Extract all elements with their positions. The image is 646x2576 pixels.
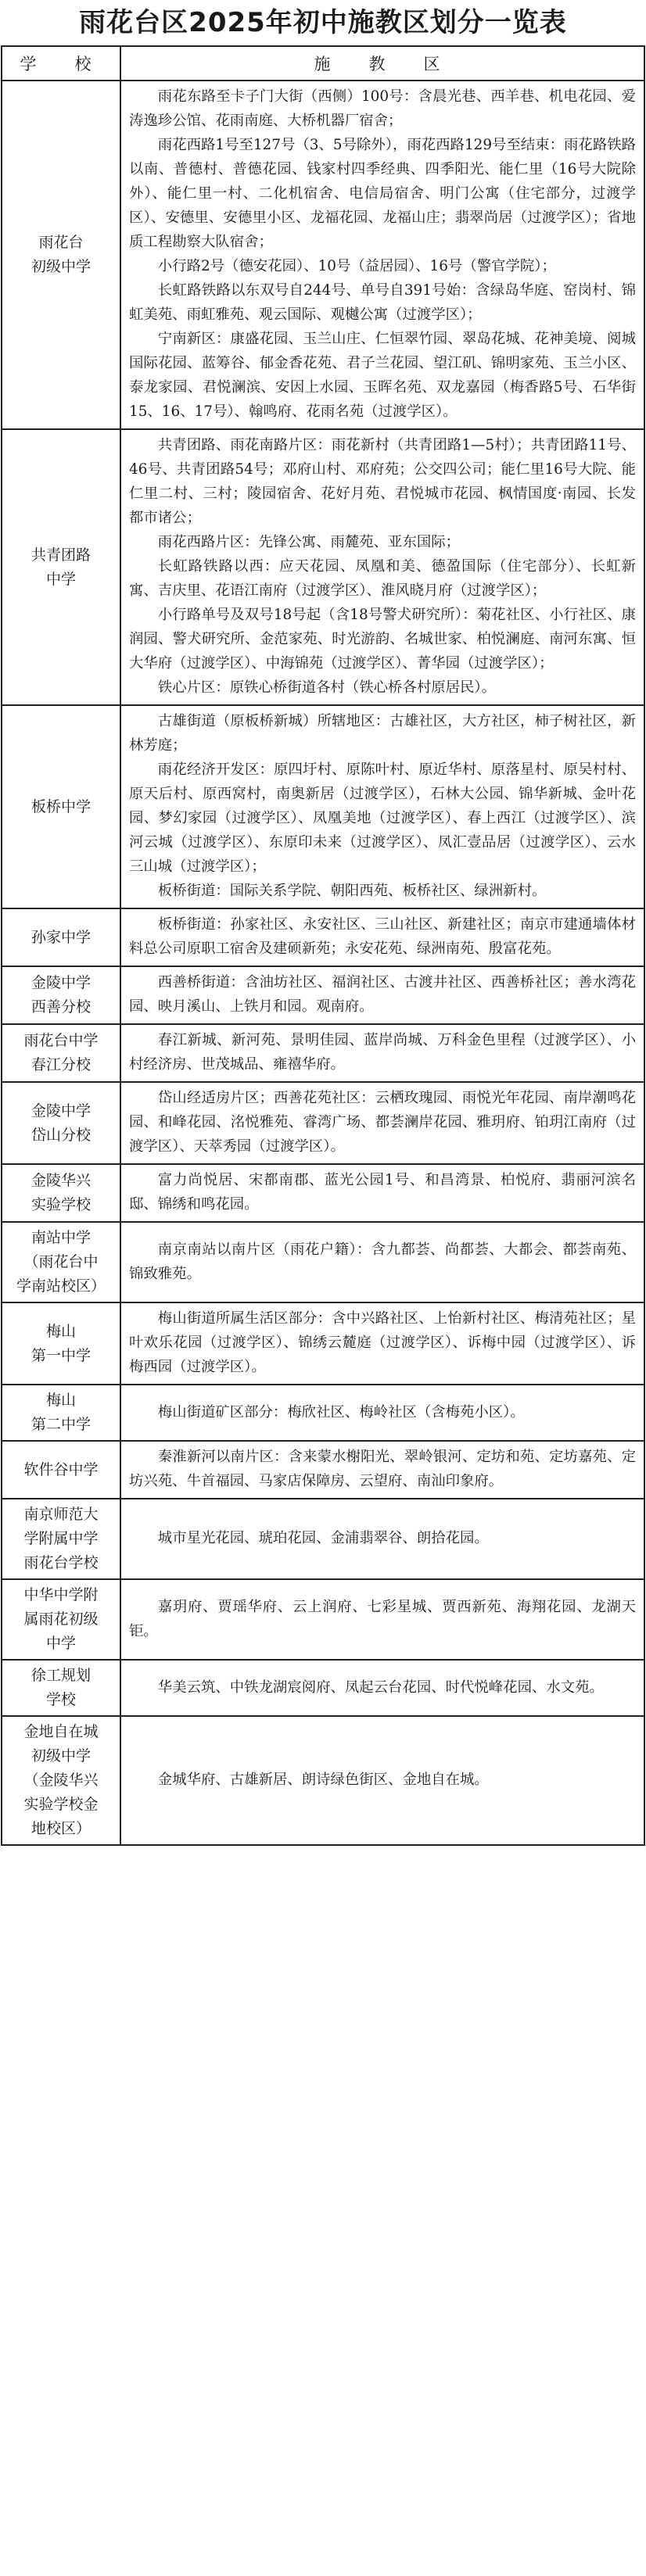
- table-row: [2, 1660, 644, 1716]
- catchment-paragraph: 春江新城、新河苑、景明佳园、蓝岸尚城、万科金色里程（过渡学区）、小村经济房、世茂城品、雍禧华府。: [129, 1032, 636, 1073]
- table-row: [2, 966, 644, 1024]
- table-row: [2, 1716, 644, 1845]
- table-row: [2, 429, 644, 705]
- header-school: 学 校: [2, 46, 120, 81]
- catchment-paragraph: 梅山街道所属生活区部分：含中兴路社区、上怡新村社区、梅清苑社区；星叶欢乐花园（过渡学区）、锦绣云麓庭（过渡学区）、诉梅中园（过渡学区）、诉梅西园（过渡学区）。: [129, 1310, 636, 1375]
- catchment-area-cell: [120, 1579, 644, 1660]
- school-name-cell: [2, 1441, 120, 1499]
- catchment-area-cell: [120, 1024, 644, 1082]
- school-name-cell: [2, 1024, 120, 1082]
- catchment-paragraph: 岱山经适房片区；西善花苑社区：云栖玫瑰园、雨悦光年花园、南岸潮鸣花园、和峰花园、洺悦雅苑、睿湾广场、都荟澜岸花园、雅玥府、铂玥江南府（过渡学区）、天萃秀园（过渡学区）。: [129, 1090, 636, 1155]
- school-name-line: 第一中学: [31, 1346, 91, 1364]
- school-name-cell: [2, 429, 120, 705]
- table-row: [2, 1579, 644, 1660]
- school-name-line: 地校区）: [31, 1820, 91, 1837]
- school-name-line: 金地自在城: [23, 1723, 99, 1740]
- catchment-paragraph: 铁心片区：原铁心桥街道各村（铁心桥各村原居民）。: [157, 679, 496, 696]
- catchment-area-cell: [120, 1660, 644, 1716]
- district-table: [1, 45, 645, 1846]
- catchment-paragraph: 小行路单号及双号18号起（含18号警犬研究所）：菊花社区、小行社区、康润园、警犬研究所、金范家苑、时光游韵、名城世家、柏悦澜庭、南河东寓、恒大华府（过渡学区）、中海锦苑（过渡学区）、菁华园（过渡学区）；: [129, 607, 636, 672]
- table-body: [2, 81, 644, 1845]
- table-row: [2, 1082, 644, 1164]
- school-name-line: 实验学校: [31, 1196, 91, 1213]
- table-row: [2, 81, 644, 429]
- catchment-paragraph: 共青团路、雨花南路片区：雨花新村（共青团路1—5村）；共青团路11号、46号、共青团路54号；邓府山村、邓府苑；公交四公司；能仁里16号大院、能仁里二村、三村；陵园宿舍、花好月苑、君悦城市花园、枫情国度·南园、长发都市诸公；: [129, 437, 636, 526]
- school-name-line: 初级中学: [31, 258, 91, 275]
- catchment-area-cell: [120, 81, 644, 429]
- school-name-line: 南站中学: [31, 1229, 91, 1246]
- catchment-paragraph: 小行路2号（德安花园）、10号（益居园）、16号（警官学院）；: [157, 258, 556, 274]
- school-name-line: （雨花台中: [23, 1253, 99, 1270]
- catchment-paragraph: 雨花西路片区：先锋公寓、雨麓苑、亚东国际；: [157, 534, 461, 550]
- school-name-line: 雨花台学校: [23, 1554, 99, 1571]
- table-row: [2, 1222, 644, 1302]
- table-row: [2, 1385, 644, 1441]
- catchment-area-cell: [120, 1385, 644, 1441]
- school-name-line: 软件谷中学: [23, 1460, 99, 1478]
- table-row: [2, 1302, 644, 1385]
- school-name-line: 西善分校: [31, 998, 91, 1016]
- catchment-area-cell: [120, 1164, 644, 1222]
- table-row: [2, 1499, 644, 1579]
- school-name-cell: [2, 1579, 120, 1660]
- school-name-line: 学附属中学: [23, 1530, 99, 1547]
- document-title: 雨花台区2025年初中施教区划分一览表: [79, 7, 567, 38]
- school-name-line: 梅山: [45, 1322, 76, 1340]
- school-name-line: 梅山: [45, 1392, 76, 1409]
- school-name-line: 板桥中学: [31, 797, 91, 815]
- catchment-paragraph: 板桥街道：国际关系学院、朝阳西苑、板桥社区、绿洲新村。: [157, 883, 547, 899]
- school-name-line: 金陵中学: [31, 1102, 91, 1120]
- school-name-cell: [2, 1385, 120, 1441]
- table-header-row: [2, 46, 644, 81]
- catchment-paragraph: 华美云筑、中铁龙湖宸阅府、凤起云台花园、时代悦峰花园、水文苑。: [157, 1679, 604, 1696]
- catchment-paragraph: 南京南站以南片区（雨花户籍）：含九都荟、尚都荟、大都会、都荟南苑、锦致雅苑。: [129, 1241, 636, 1282]
- school-name-line: 南京师范大: [23, 1506, 99, 1523]
- catchment-area-cell: [120, 1222, 644, 1302]
- school-name-line: 雨花台中学: [23, 1032, 99, 1049]
- school-name-line: 中学: [45, 1635, 76, 1652]
- catchment-paragraph: 金城华府、古雄新居、朗诗绿色街区、金地自在城。: [157, 1772, 489, 1788]
- school-name-line: 金陵中学: [31, 974, 91, 991]
- catchment-paragraph: 雨花经济开发区：原四圩村、原陈叶村、原近华村、原落星村、原吴村村、原天后村、原西窝村，南奥新居（过渡学区），石林大公园、锦华新城、金叶花园、梦幻家园（过渡学区）、凤凰美地（过渡学区）、春上西江（过渡学区）、滨河云城（过渡学区）、东原印未来（过渡学区）、凤汇壹品居（过渡学区）、云水三山城（过渡学区）；: [129, 761, 636, 875]
- table-row: [2, 908, 644, 966]
- table-row: [2, 1164, 644, 1222]
- school-name-cell: [2, 1222, 120, 1302]
- school-name-line: （金陵华兴: [23, 1772, 99, 1789]
- school-name-cell: [2, 1164, 120, 1222]
- school-name-line: 春江分校: [31, 1056, 91, 1073]
- school-name-line: 徐工规划: [31, 1667, 91, 1684]
- catchment-paragraph: 雨花东路至卡子门大街（西侧）100号：含晨光巷、西羊巷、机电花园、爱涛逸珍公馆、花雨南庭、大桥机器厂宿舍；: [129, 88, 636, 129]
- catchment-paragraph: 富力尚悦居、宋都南郡、蓝光公园1号、和昌湾景、柏悦府、翡丽河滨名邸、锦绣和鸣花园。: [129, 1172, 636, 1213]
- table-row: [2, 705, 644, 908]
- school-name-cell: [2, 705, 120, 908]
- catchment-paragraph: 嘉玥府、贾瑶华府、云上润府、七彩星城、贾西新苑、海翔花园、龙湖天钜。: [129, 1598, 636, 1639]
- school-name-cell: [2, 1660, 120, 1716]
- catchment-paragraph: 梅山街道矿区部分：梅欣社区、梅岭社区（含梅苑小区）。: [157, 1403, 525, 1421]
- school-name-line: 属雨花初级: [23, 1610, 99, 1628]
- catchment-paragraph: 长虹路铁路以东双号自244号、单号自391号始：含绿岛华庭、窑岗村、锦虹美苑、雨虹雅苑、观云国际、观樾公寓（过渡学区）；: [129, 282, 636, 323]
- school-name-line: 中华中学附: [23, 1586, 99, 1603]
- catchment-paragraph: 宁南新区：康盛花园、玉兰山庄、仁恒翠竹园、翠岛花城、花神美境、阅城国际花园、蓝筹谷、郁金香花苑、君子兰花园、望江矶、锦明家苑、玉兰小区、泰龙家园、君悦澜滨、安因上水园、玉晖名苑、双龙嘉园（梅香路5号、石华街15、16、17号）、翰鸣府、花雨名苑（过渡学区）。: [129, 331, 636, 420]
- catchment-area-cell: [120, 1302, 644, 1385]
- school-name-line: 金陵华兴: [31, 1172, 91, 1189]
- school-name-line: 中学: [45, 570, 76, 588]
- school-name-cell: [2, 81, 120, 429]
- catchment-area-cell: [120, 1082, 644, 1164]
- school-name-cell: [2, 1716, 120, 1845]
- catchment-paragraph: 西善桥街道：含油坊社区、福润社区、古渡井社区、西善桥社区；善水湾花园、映月溪山、上铁月和园。观南府。: [129, 974, 636, 1015]
- school-name-cell: [2, 1082, 120, 1164]
- school-name-line: 初级中学: [31, 1747, 91, 1765]
- catchment-paragraph: 古雄街道（原板桥新城）所辖地区：古雄社区，大方社区，柿子树社区，新林芳庭；: [129, 713, 636, 754]
- school-name-cell: [2, 966, 120, 1024]
- catchment-area-cell: [120, 1716, 644, 1845]
- table-row: [2, 1441, 644, 1499]
- school-name-line: 学校: [45, 1691, 76, 1708]
- catchment-area-cell: [120, 966, 644, 1024]
- catchment-area-cell: [120, 429, 644, 705]
- catchment-paragraph: 板桥街道：孙家社区、永安社区、三山社区、新建社区；南京市建通墙体材料总公司原职工宿舍及建硕新苑；永安花苑、绿洲南苑、殷富花苑。: [129, 916, 636, 957]
- catchment-area-cell: [120, 705, 644, 908]
- school-name-line: 雨花台: [38, 234, 84, 251]
- catchment-area-cell: [120, 1499, 644, 1579]
- school-name-line: 学南站校区）: [16, 1277, 106, 1295]
- school-name-cell: [2, 1302, 120, 1385]
- catchment-area-cell: [120, 1441, 644, 1499]
- school-name-line: 孙家中学: [31, 928, 91, 946]
- catchment-paragraph: 长虹路铁路以西：应天花园、凤凰和美、德盈国际（住宅部分）、长虹新寓、吉庆里、花语江南府（过渡学区）、淮风晓月府（过渡学区）；: [129, 558, 636, 599]
- catchment-paragraph: 城市星光花园、琥珀花园、金浦翡翠谷、朗拾花园。: [157, 1530, 489, 1546]
- school-name-line: 共青团路: [31, 546, 91, 564]
- catchment-paragraph: 雨花西路1号至127号（3、5号除外），雨花西路129号至结束：雨花路铁路以南、普德村、普德花园、钱家村四季经典、四季阳光、能仁里（16号大院除外）、能仁里一村、二化机宿舍、电信局宿舍、明门公寓（住宅部分，过渡学区）、安德里、安德里小区、龙福花园、龙福山庄；翡翠尚居（过渡学区）；省地质工程勘察大队宿舍；: [129, 137, 636, 250]
- school-name-line: 第二中学: [31, 1416, 91, 1433]
- school-name-cell: [2, 1499, 120, 1579]
- school-name-line: 岱山分校: [31, 1126, 91, 1144]
- header-area: 施 教 区: [120, 46, 644, 81]
- catchment-paragraph: 秦淮新河以南片区：含来蒙水榭阳光、翠岭银河、定坊和苑、定坊嘉苑、定坊兴苑、牛首福园、马家店保障房、云望府、南汕印象府。: [129, 1449, 636, 1489]
- school-name-line: 实验学校金: [23, 1796, 99, 1813]
- table-row: [2, 1024, 644, 1082]
- catchment-area-cell: [120, 908, 644, 966]
- school-name-cell: [2, 908, 120, 966]
